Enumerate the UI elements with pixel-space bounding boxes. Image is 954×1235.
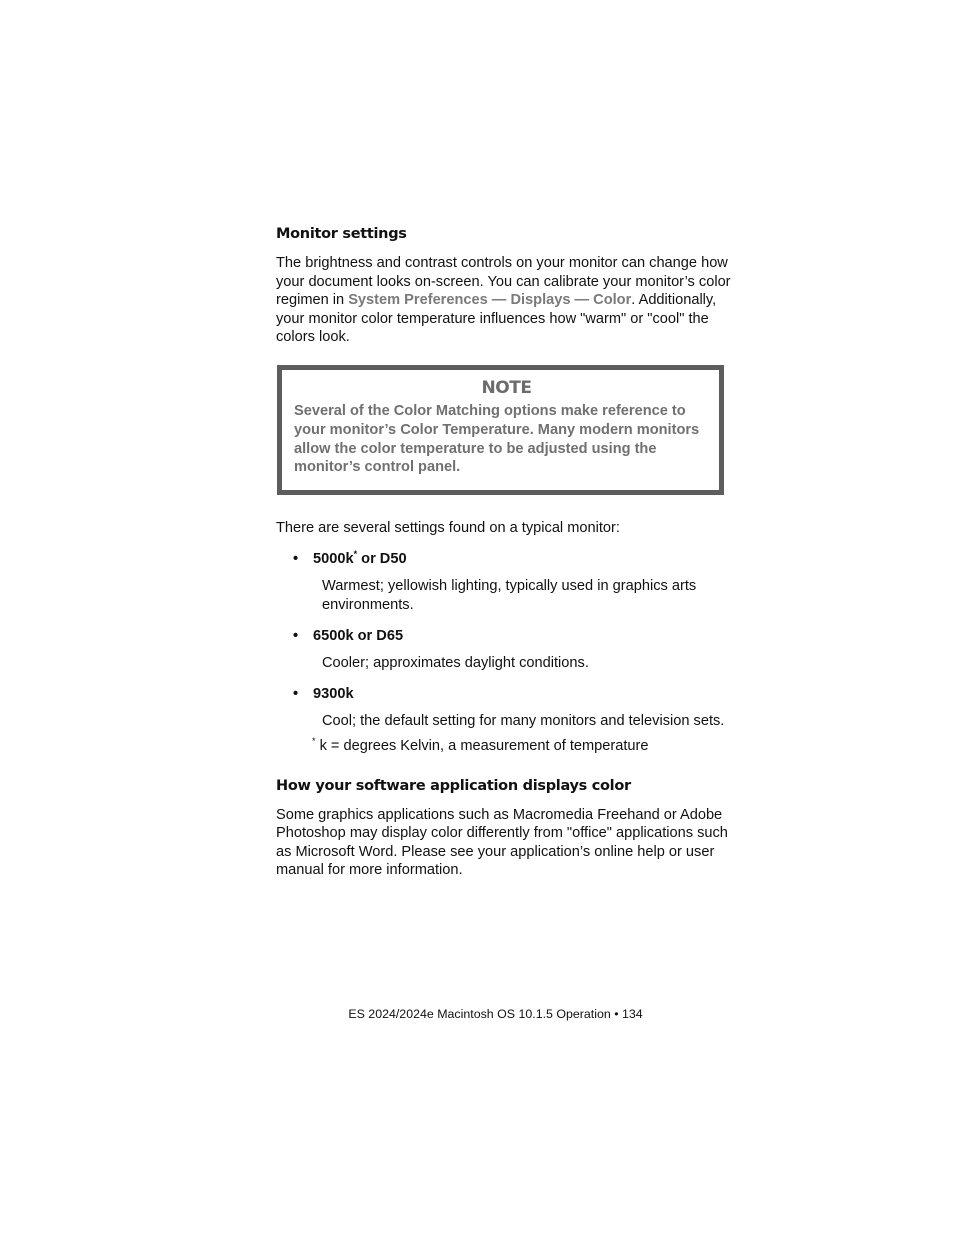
- list-item-9300k: [293, 685, 738, 704]
- page-content: [276, 224, 738, 880]
- note-title: NOTE: [481, 377, 532, 398]
- bullet-marker: •: [293, 685, 299, 702]
- paragraph-text-start: The brightness and contrast controls on your monitor can change how your document looks on-screen. You can calibrate your monitor’s color regimen in: [276, 255, 731, 309]
- settings-intro: There are several settings found on a typical monitor:: [276, 520, 620, 537]
- setting-description-9300k: Cool; the default setting for many monitors and television sets.: [322, 713, 725, 730]
- monitor-settings-paragraph: [276, 254, 738, 347]
- list-item-6500k: [293, 627, 738, 646]
- setting-label: 6500k or D65: [313, 627, 404, 644]
- setting-description-5000k: Warmest; yellowish lighting, typically used in graphics arts environments.: [322, 578, 697, 613]
- bullet-marker: •: [293, 627, 299, 644]
- list-item-5000k: [293, 548, 738, 569]
- kelvin-footnote: [312, 737, 738, 756]
- footnote-text: k = degrees Kelvin, a measurement of temperature: [315, 737, 649, 754]
- footnote-marker: *: [353, 548, 358, 559]
- section-heading-monitor-settings: Monitor settings: [276, 226, 407, 242]
- note-box: [277, 365, 724, 495]
- system-preferences-reference: System Preferences — Displays — Color: [348, 292, 632, 309]
- footnote-marker: *: [312, 735, 316, 746]
- setting-label-rest: or D50: [357, 550, 407, 567]
- setting-label: 9300k: [313, 685, 354, 702]
- note-body: Several of the Color Matching options make reference to your monitor’s Color Temperature. Many modern monitors allow the color temperature to be adjusted using the monitor’s control panel.: [294, 402, 700, 476]
- setting-label: 5000k: [313, 550, 354, 567]
- paragraph-text-end: . Additionally, your monitor color temperature influences how "warm" or "cool" the colors look.: [276, 292, 717, 346]
- software-color-paragraph: Some graphics applications such as Macromedia Freehand or Adobe Photoshop may display color differently from "office" applications such as Microsoft Word. Please see your application’s online help or user manual for more information.: [276, 806, 728, 879]
- section-heading-software-color: How your software application displays color: [276, 777, 631, 794]
- setting-description-6500k: Cooler; approximates daylight conditions.: [322, 655, 589, 672]
- page-footer: ES 2024/2024e Macintosh OS 10.1.5 Operation • 134: [348, 1007, 643, 1021]
- bullet-marker: •: [293, 550, 299, 567]
